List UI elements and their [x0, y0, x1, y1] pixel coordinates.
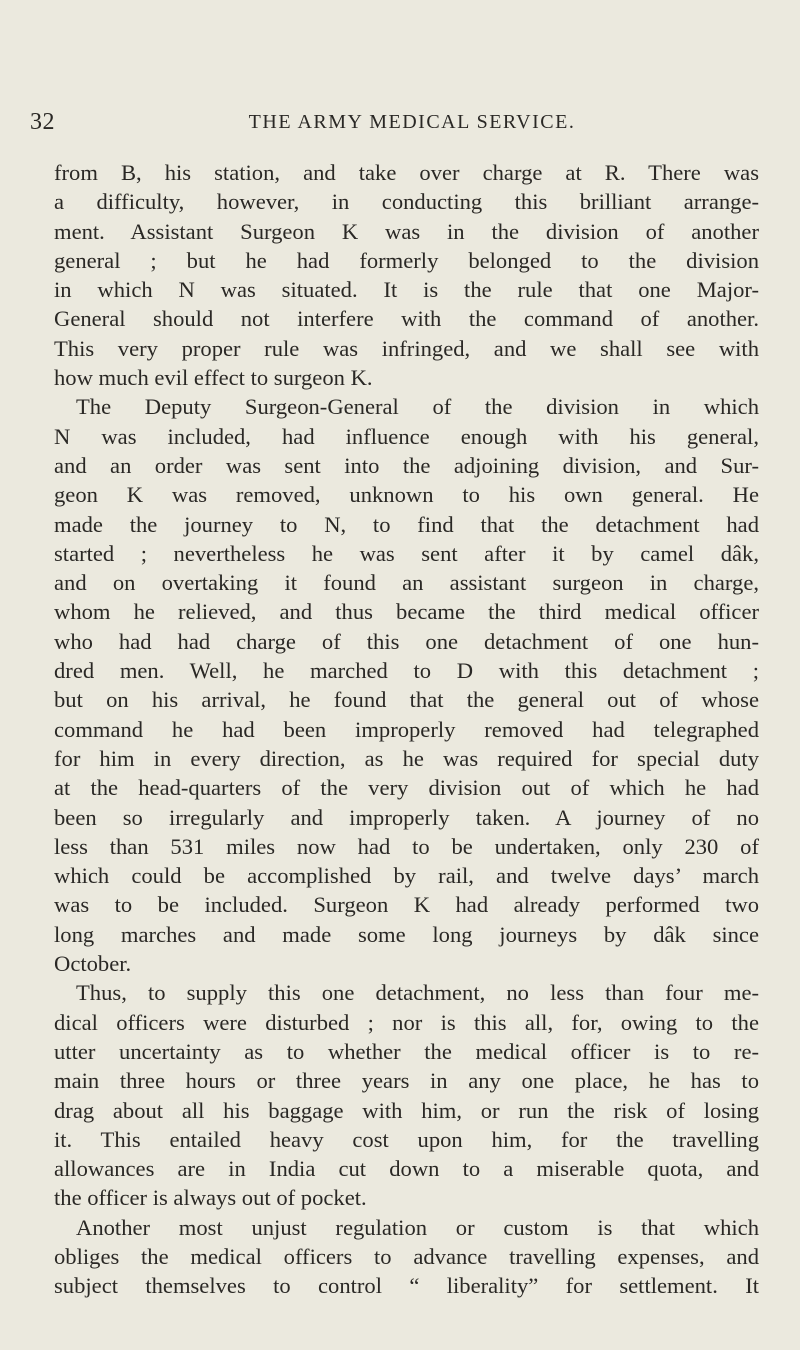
text-line: made the journey to N, to find that the detachment had [54, 511, 759, 537]
page-number: 32 [30, 109, 55, 135]
text-line: was to be included. Surgeon K had already performed two [54, 892, 759, 918]
text-line: general ; but he had formerly belonged to the division [54, 247, 759, 273]
text-line: ment. Assistant Surgeon K was in the division of another [54, 218, 759, 244]
text-line: at the head-quarters of the very division out of which he had [54, 775, 759, 801]
text-line: allowances are in India cut down to a miserable quota, and [54, 1156, 759, 1182]
paragraph-start: Thus, to supply this one detachment, no less than four me- [76, 980, 759, 1006]
text-line: drag about all his baggage with him, or run the risk of losing [54, 1097, 759, 1123]
text-line: This very proper rule was infringed, and we shall see with [54, 335, 759, 361]
text-line: the officer is always out of pocket. [54, 1185, 367, 1211]
text-line: for him in every direction, as he was required for special duty [54, 745, 759, 771]
text-line: obliges the medical officers to advance travelling expenses, and [54, 1243, 759, 1269]
text-line: command he had been improperly removed had telegraphed [54, 716, 759, 742]
page-header [30, 109, 770, 145]
text-line: dred men. Well, he marched to D with this detachment ; [54, 658, 759, 684]
text-line: how much evil effect to surgeon K. [54, 365, 373, 391]
text-line: General should not interfere with the command of another. [54, 306, 759, 332]
text-line: a difficulty, however, in conducting this brilliant arrange- [54, 189, 759, 215]
text-line: and on overtaking it found an assistant surgeon in charge, [54, 570, 759, 596]
paragraph-start: The Deputy Surgeon-General of the division in which [76, 394, 759, 420]
text-line: been so irregularly and improperly taken. A journey of no [54, 804, 759, 830]
text-line: October. [54, 951, 132, 977]
text-line: N was included, had influence enough with his general, [54, 423, 759, 449]
text-line: but on his arrival, he found that the general out of whose [54, 687, 759, 713]
text-line: and an order was sent into the adjoining division, and Sur- [54, 452, 759, 478]
text-line: main three hours or three years in any one place, he has to [54, 1068, 759, 1094]
text-line: long marches and made some long journeys by dâk since [54, 921, 759, 947]
text-line: dical officers were disturbed ; nor is this all, for, owing to the [54, 1009, 759, 1035]
text-line: whom he relieved, and thus became the third medical officer [54, 599, 759, 625]
paragraph-start: Another most unjust regulation or custom is that which [76, 1214, 759, 1240]
text-line: utter uncertainty as to whether the medical officer is to re- [54, 1038, 759, 1064]
text-line: geon K was removed, unknown to his own general. He [54, 482, 759, 508]
text-line: in which N was situated. It is the rule that one Major- [54, 277, 759, 303]
body-text [54, 158, 759, 1301]
text-line: less than 531 miles now had to be undertaken, only 230 of [54, 833, 759, 859]
text-line: from B, his station, and take over charge at R. There was [54, 160, 759, 185]
running-title: THE ARMY MEDICAL SERVICE. [248, 111, 576, 133]
text-line: it. This entailed heavy cost upon him, for the travelling [54, 1126, 759, 1152]
text-line: started ; nevertheless he was sent after it by camel dâk, [54, 540, 759, 566]
text-line: which could be accomplished by rail, and twelve days’ march [54, 863, 759, 889]
text-line: subject themselves to control “ liberality” for settlement. It [54, 1273, 759, 1299]
text-line: who had had charge of this one detachment of one hun- [54, 628, 759, 654]
